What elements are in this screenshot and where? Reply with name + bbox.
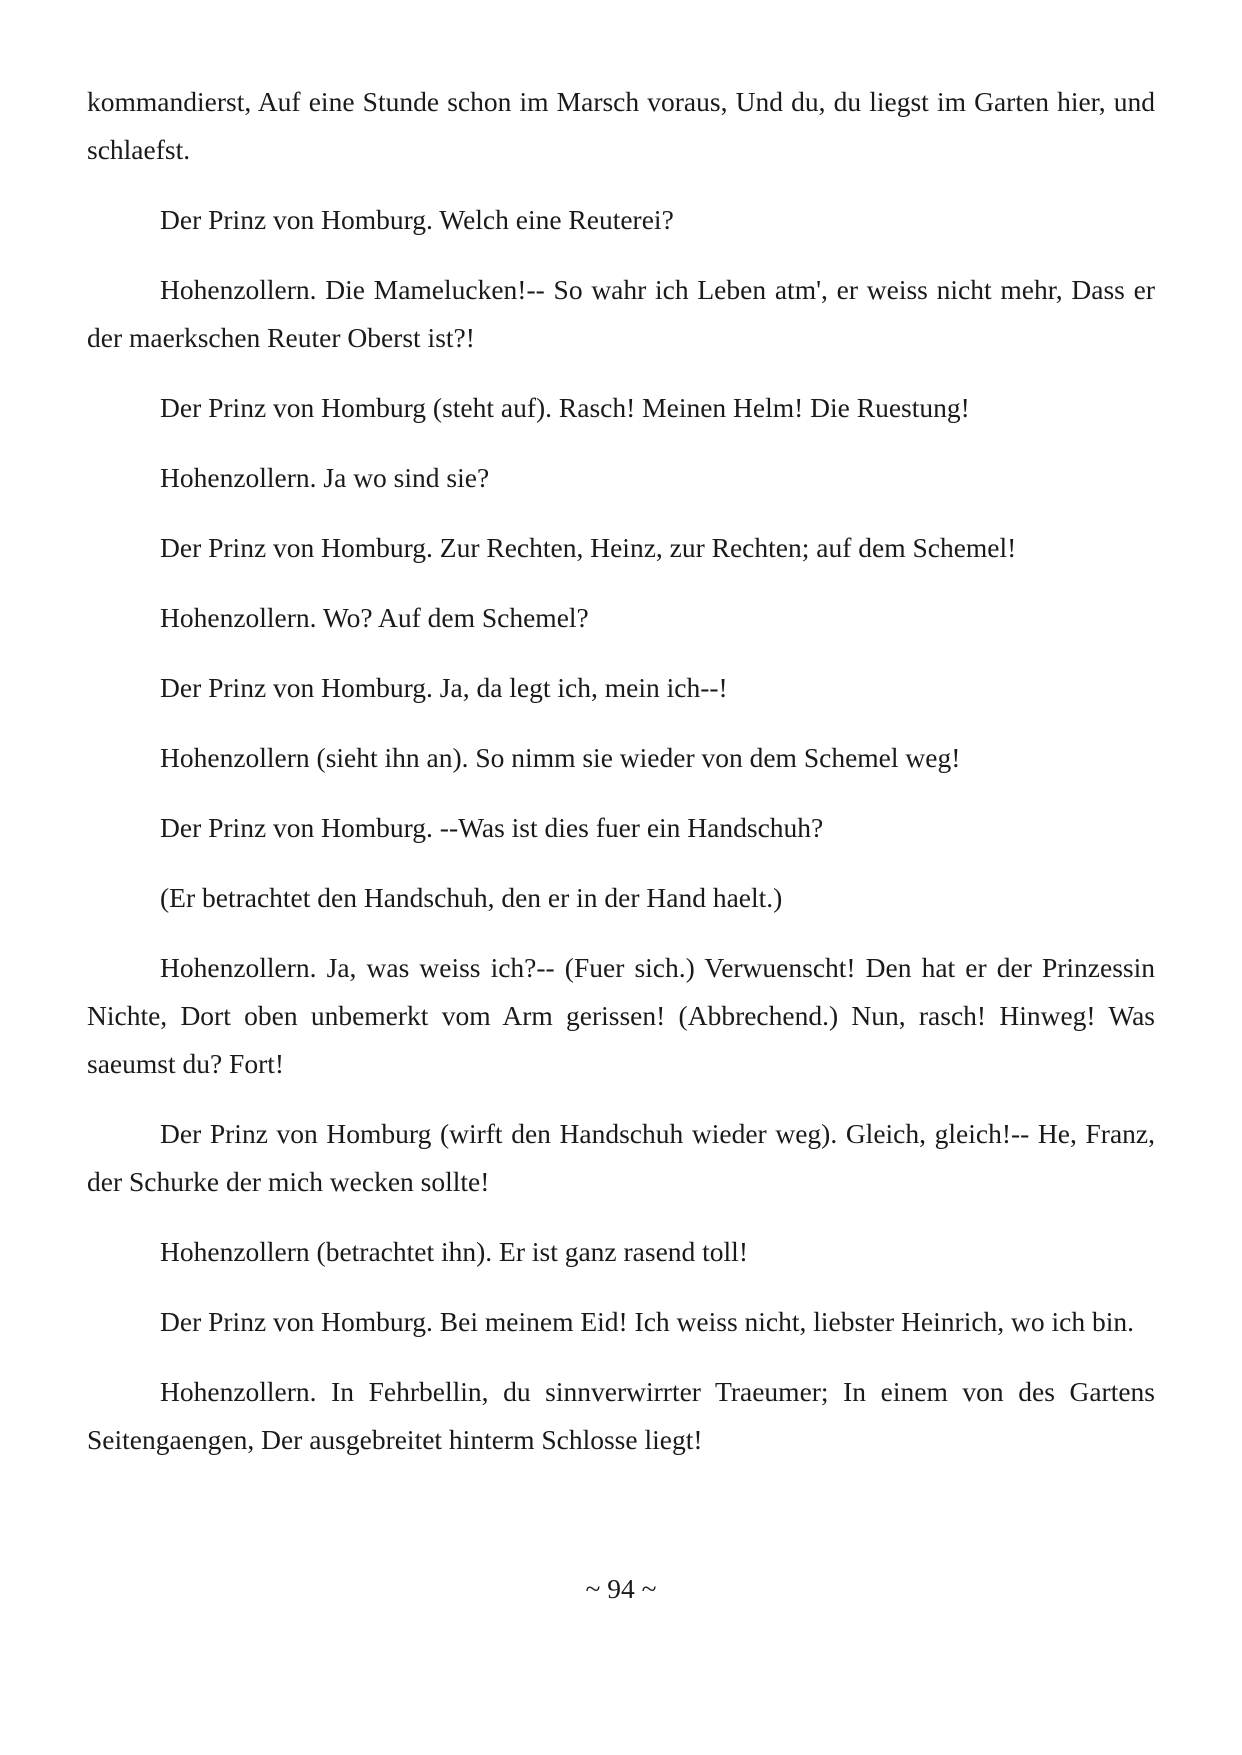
paragraph: Hohenzollern. Die Mamelucken!-- So wahr ich Leben atm', er weiss nicht mehr, Dass er der maerkschen Reuter Oberst ist?! [87, 274, 1155, 353]
stage-direction: (Er betrachtet den Handschuh, den er in der Hand haelt.) [160, 882, 783, 913]
paragraph: Hohenzollern (betrachtet ihn). Er ist ganz rasend toll! [160, 1236, 748, 1267]
paragraph: Hohenzollern (sieht ihn an). So nimm sie wieder von dem Schemel weg! [160, 742, 961, 773]
paragraph: Der Prinz von Homburg (wirft den Handschuh wieder weg). Gleich, gleich!-- He, Franz, der Schurke der mich wecken sollte! [87, 1118, 1155, 1197]
paragraph-continuation: kommandierst, Auf eine Stunde schon im Marsch voraus, Und du, du liegst im Garten hier, und schlaefst. [87, 86, 1155, 165]
paragraph: Hohenzollern. Ja wo sind sie? [160, 462, 490, 493]
paragraph: Der Prinz von Homburg. Bei meinem Eid! Ich weiss nicht, liebster Heinrich, wo ich bin. [160, 1306, 1135, 1337]
paragraph: Hohenzollern. In Fehrbellin, du sinnverwirrter Traeumer; In einem von des Gartens Seitengaengen, Der ausgebreitet hinterm Schlosse liegt! [87, 1376, 1155, 1455]
paragraph: Hohenzollern. Wo? Auf dem Schemel? [160, 602, 589, 633]
paragraph: Der Prinz von Homburg. Zur Rechten, Heinz, zur Rechten; auf dem Schemel! [160, 532, 1017, 563]
paragraph: Der Prinz von Homburg. Ja, da legt ich, mein ich--! [160, 672, 728, 703]
paragraph: Hohenzollern. Ja, was weiss ich?-- (Fuer sich.) Verwuenscht! Den hat er der Prinzessin Nichte, Dort oben unbemerkt vom Arm gerissen! (Abbrechend.) Nun, rasch! Hinweg! Was saeumst du? Fort! [87, 952, 1155, 1079]
paragraph: Der Prinz von Homburg. --Was ist dies fuer ein Handschuh? [160, 812, 824, 843]
page-number: ~ 94 ~ [585, 1573, 657, 1604]
paragraph: Der Prinz von Homburg (steht auf). Rasch! Meinen Helm! Die Ruestung! [160, 392, 970, 423]
body-text [87, 78, 1155, 1486]
paragraph: Der Prinz von Homburg. Welch eine Reuterei? [160, 204, 674, 235]
